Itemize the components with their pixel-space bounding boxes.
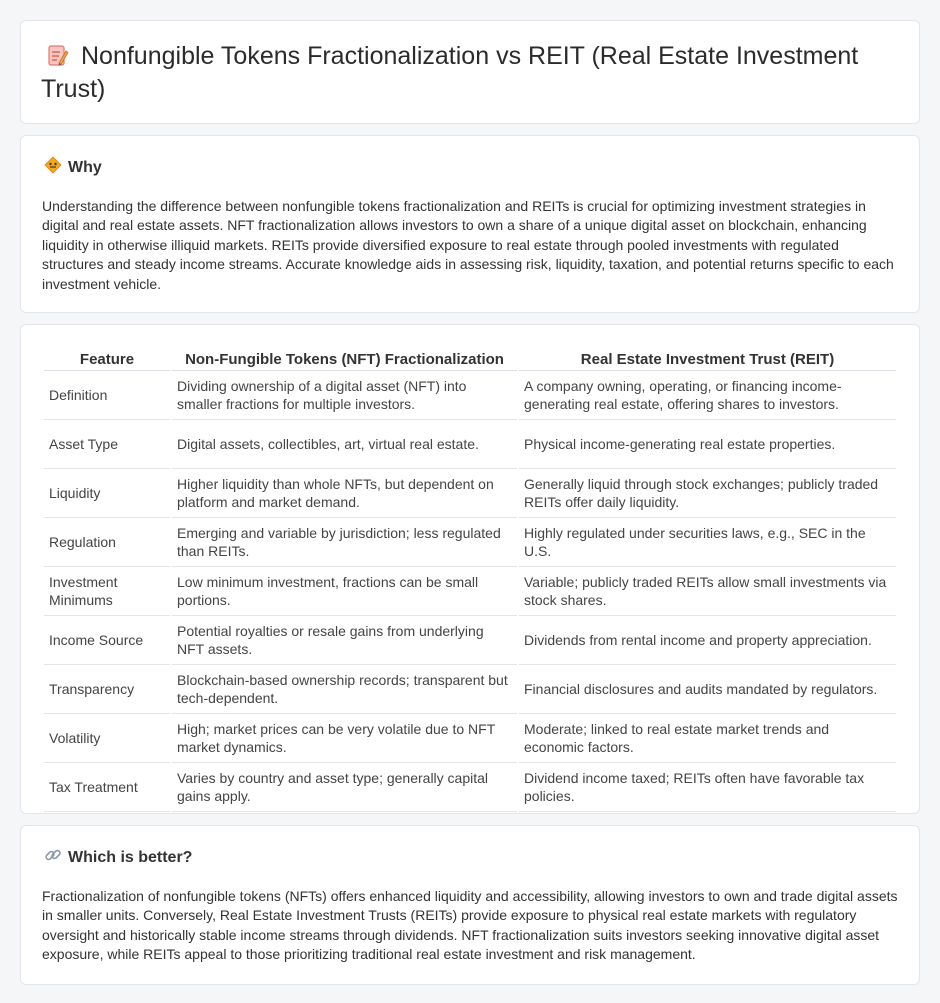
nft-cell: Varies by country and asset type; generally capital gains apply. [172, 763, 517, 812]
feature-cell: Liquidity [44, 469, 170, 518]
better-heading-text: Which is better? [68, 848, 193, 866]
reit-cell: A company owning, operating, or financing income-generating real estate, offering shares to investors. [519, 371, 896, 420]
table-row [44, 763, 896, 812]
nft-cell: Blockchain-based ownership records; transparent but tech-dependent. [172, 665, 517, 714]
table-row [44, 567, 896, 616]
feature-cell: Regulation [44, 518, 170, 567]
memo-icon [41, 43, 81, 74]
nft-cell: Emerging and variable by jurisdiction; less regulated than REITs. [172, 518, 517, 567]
header-feature: Feature [44, 346, 170, 371]
why-heading [42, 156, 898, 179]
diamond-warning-icon [42, 156, 68, 179]
better-text: Fractionalization of nonfungible tokens (NFTs) offers enhanced liquidity and accessibility, allowing investors to own and trade digital assets in smaller units. Conversely, Real Estate Investment Trusts (REITs) provide exposure to physical real estate markets with regulatory oversight and historically stable income streams through dividends. NFT fractionalization suits investors seeking innovative digital asset exposure, while REITs appeal to those prioritizing traditional real estate investment and risk management. [42, 888, 898, 963]
table-row [44, 714, 896, 763]
feature-cell: Tax Treatment [44, 763, 170, 812]
page-title-text: Nonfungible Tokens Fractionalization vs REIT (Real Estate Investment Trust) [41, 42, 859, 103]
page-title [41, 41, 899, 104]
reit-cell: Financial disclosures and audits mandated by regulators. [519, 665, 896, 714]
nft-cell: Higher liquidity than whole NFTs, but dependent on platform and market demand. [172, 469, 517, 518]
feature-cell: Transparency [44, 665, 170, 714]
feature-cell: Investment Minimums [44, 567, 170, 616]
nft-cell: Dividing ownership of a digital asset (NFT) into smaller fractions for multiple investors. [172, 371, 517, 420]
comparison-card [20, 324, 920, 814]
table-row [44, 371, 896, 420]
why-section [20, 135, 920, 313]
nft-cell: Potential royalties or resale gains from underlying NFT assets. [172, 616, 517, 665]
nft-cell: High; market prices can be very volatile due to NFT market dynamics. [172, 714, 517, 763]
feature-cell: Volatility [44, 714, 170, 763]
nft-cell: Low minimum investment, fractions can be small portions. [172, 567, 517, 616]
feature-cell: Definition [44, 371, 170, 420]
why-heading-text: Why [68, 158, 102, 176]
better-heading [42, 846, 898, 869]
header-nft: Non-Fungible Tokens (NFT) Fractionalization [172, 346, 517, 371]
reit-cell: Highly regulated under securities laws, e.g., SEC in the U.S. [519, 518, 896, 567]
table-row [44, 469, 896, 518]
reit-cell: Moderate; linked to real estate market trends and economic factors. [519, 714, 896, 763]
why-text: Understanding the difference between nonfungible tokens fractionalization and REITs is crucial for optimizing investment strategies in digital and real estate assets. NFT fractionalization allows investors to own a share of a unique digital asset on blockchain, enhancing liquidity in otherwise illiquid markets. REITs provide diversified exposure to real estate through pooled investments with regulated structures and steady income streams. Accurate knowledge aids in assessing risk, liquidity, taxation, and potential returns specific to each investment vehicle. [42, 198, 894, 292]
table-row [44, 616, 896, 665]
title-card [20, 20, 920, 124]
nft-cell: Digital assets, collectibles, art, virtual real estate. [172, 420, 517, 469]
reit-cell: Physical income-generating real estate properties. [519, 420, 896, 469]
reit-cell: Dividend income taxed; REITs often have favorable tax policies. [519, 763, 896, 812]
reit-cell: Dividends from rental income and property appreciation. [519, 616, 896, 665]
table-row [44, 665, 896, 714]
header-reit: Real Estate Investment Trust (REIT) [519, 346, 896, 371]
reit-cell: Variable; publicly traded REITs allow small investments via stock shares. [519, 567, 896, 616]
table-row [44, 420, 896, 469]
table-header-row [44, 346, 896, 371]
better-section [20, 825, 920, 985]
feature-cell: Income Source [44, 616, 170, 665]
feature-cell: Asset Type [44, 420, 170, 469]
comparison-table [42, 346, 898, 812]
link-icon [42, 846, 68, 869]
table-row [44, 518, 896, 567]
reit-cell: Generally liquid through stock exchanges; publicly traded REITs offer daily liquidity. [519, 469, 896, 518]
